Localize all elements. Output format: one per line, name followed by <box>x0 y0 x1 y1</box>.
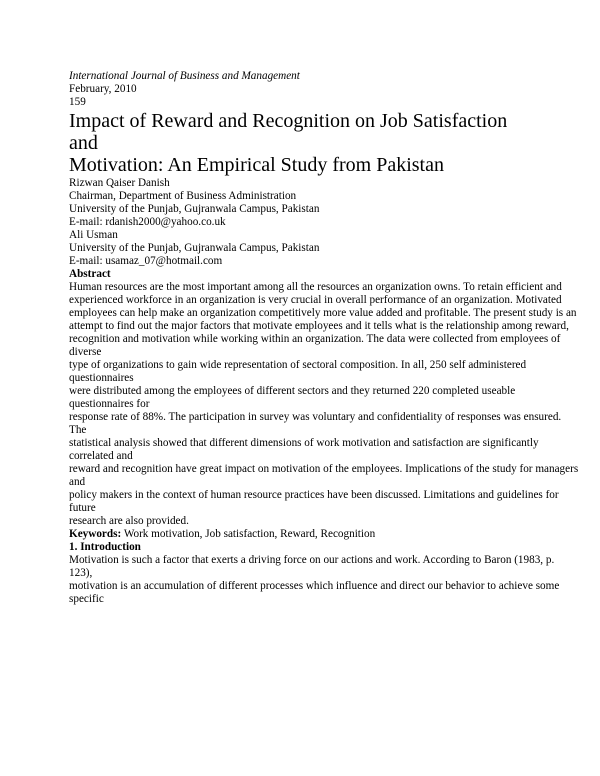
author-1 <box>69 177 579 229</box>
title-line-3: Motivation: An Empirical Study from Pakistan <box>69 154 444 176</box>
author-name: Ali Usman <box>69 229 118 241</box>
abstract-line: attempt to find out the major factors that motivate employees and it tells what is the relationship among reward, <box>69 320 569 332</box>
author-2 <box>69 229 579 268</box>
abstract-line: policy makers in the context of human resource practices have been discussed. Limitations and guidelines for future <box>69 489 559 514</box>
author-affiliation: University of the Punjab, Gujranwala Campus, Pakistan <box>69 242 320 254</box>
introduction-body <box>69 554 579 606</box>
author-affiliation: Chairman, Department of Business Administration <box>69 190 297 202</box>
abstract-line: employees can help make an organization competitively more value added and profitable. The present study is an <box>69 307 577 319</box>
title-line-1: Impact of Reward and Recognition on Job Satisfaction <box>69 110 508 132</box>
abstract-line: recognition and motivation while working within an organization. The data were collected from employees of diverse <box>69 333 561 358</box>
page-number: 159 <box>69 96 86 108</box>
author-name: Rizwan Qaiser Danish <box>69 177 170 189</box>
abstract-line: experienced workforce in an organization is very crucial in overall performance of an organization. Motivated <box>69 294 562 306</box>
abstract-line: statistical analysis showed that different dimensions of work motivation and satisfaction are significantly correlated and <box>69 437 539 462</box>
abstract-line: were distributed among the employees of different sectors and they returned 220 completed useable questionnaires for <box>69 385 516 410</box>
publication-date: February, 2010 <box>69 83 137 95</box>
title-line-2: and <box>69 132 98 154</box>
keywords-label: Keywords: <box>69 528 122 540</box>
paper-title <box>69 110 579 176</box>
keywords <box>69 528 579 541</box>
abstract-line: reward and recognition have great impact on motivation of the employees. Implications of the study for managers and <box>69 463 579 488</box>
author-email: E-mail: rdanish2000@yahoo.co.uk <box>69 216 226 228</box>
introduction-line: motivation is an accumulation of different processes which influence and direct our behavior to achieve some specific <box>69 580 560 605</box>
introduction-heading: 1. Introduction <box>69 541 141 553</box>
author-affiliation: University of the Punjab, Gujranwala Campus, Pakistan <box>69 203 320 215</box>
abstract-line: Human resources are the most important among all the resources an organization owns. To retain efficient and <box>69 281 562 293</box>
abstract-line: research are also provided. <box>69 515 189 527</box>
abstract-heading: Abstract <box>69 268 111 280</box>
introduction-line: Motivation is such a factor that exerts a driving force on our actions and work. According to Baron (1983, p. 123), <box>69 554 555 579</box>
abstract-line: response rate of 88%. The participation in survey was voluntary and confidentiality of responses was ensured. The <box>69 411 562 436</box>
abstract-line: type of organizations to gain wide representation of sectoral composition. In all, 250 self administered questionnaires <box>69 359 527 384</box>
abstract-body <box>69 281 579 528</box>
keywords-text: Work motivation, Job satisfaction, Reward, Recognition <box>123 528 376 540</box>
paper-page <box>69 70 579 606</box>
journal-name: International Journal of Business and Management <box>69 70 300 82</box>
author-email: E-mail: usamaz_07@hotmail.com <box>69 255 223 267</box>
